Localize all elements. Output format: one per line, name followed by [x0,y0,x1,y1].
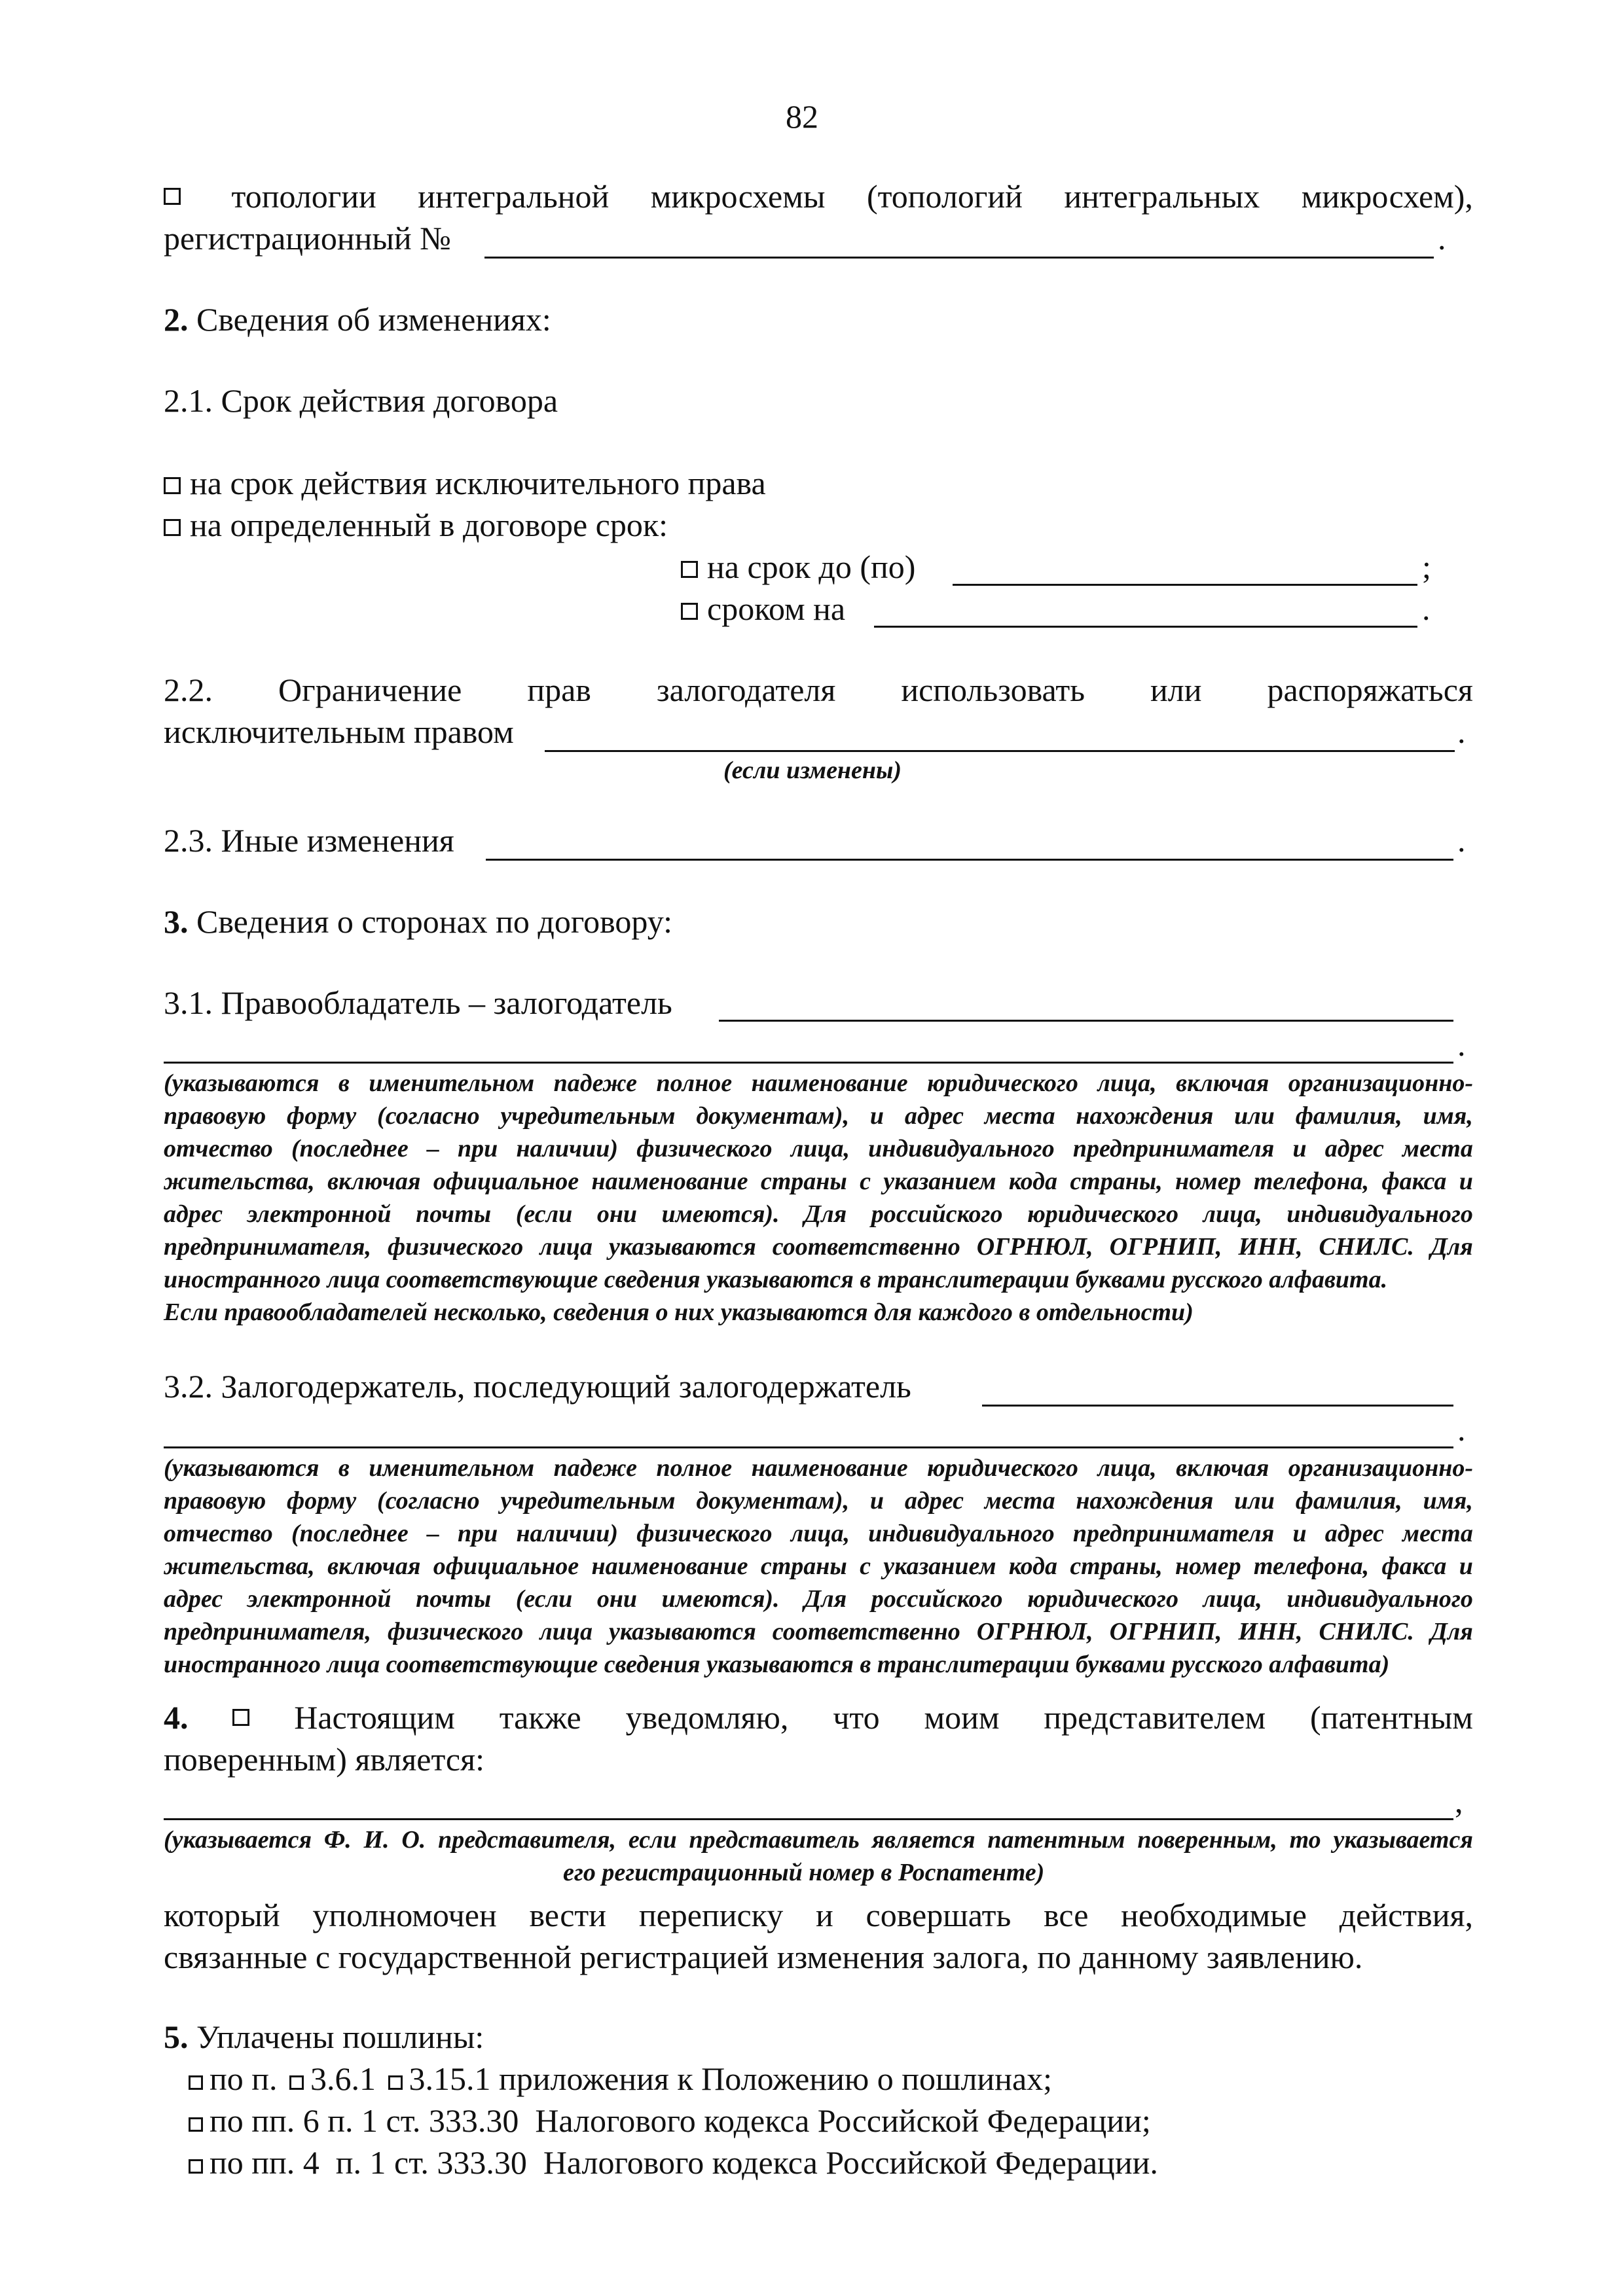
authority-word: вести [529,1897,607,1933]
section-3-heading [164,902,672,941]
note-word: предпринимателя, [164,1233,371,1261]
restriction-line-1 [164,670,1473,709]
period: . [1422,590,1431,627]
note-word: именительном [369,1454,535,1482]
note-word: лица [539,1618,593,1645]
period: . [1457,822,1466,859]
holder-note-line [164,1067,1473,1100]
note-word: ОГРНИП, [1109,1233,1222,1261]
note-word: страны [760,1168,847,1195]
registration-number-field[interactable] [484,257,1434,259]
note-word: факса [1381,1552,1447,1580]
holder-note-line [164,1198,1473,1230]
term-option-exclusive-label: на срок действия исключительного права [190,465,766,501]
note-word: наличии) [516,1135,619,1162]
holder-field-1[interactable] [719,1020,1453,1022]
term-until-field[interactable] [953,584,1417,586]
authority-word: уполномочен [312,1897,497,1933]
note-word: – [426,1520,439,1547]
note-word: при [458,1135,498,1162]
pledgee-note-line: иностранного лица соответствующие сведения указываются в транслитерации буквами русского алфавита) [164,1651,1390,1678]
restriction-note: (если изменены) [723,757,902,784]
representative-word: (патентным [1310,1699,1473,1736]
note-word: (указываются [164,1454,319,1482]
note-word: правовую [164,1487,266,1515]
section-4-number: 4. [164,1699,189,1736]
note-word: юридического [1027,1585,1178,1613]
note-word: Для [1430,1233,1473,1261]
note-word: номер [1175,1168,1241,1195]
note-word: представитель [689,1826,860,1854]
note-word: (последнее [291,1520,409,1547]
representative-note-line-2: его регистрационный номер в Роспатенте) [563,1859,1045,1886]
note-word: факса [1381,1168,1447,1195]
note-word: электронной [247,1585,392,1613]
note-word: юридического [927,1454,1078,1482]
representative-word: Настоящим [294,1699,455,1736]
note-word: представителя, [438,1826,617,1854]
pledgee-label: 3.2. Залогодержатель, последующий залогодержатель [164,1368,911,1405]
pledgee-note-line [164,1517,1473,1550]
section-5-title: Уплачены пошлины: [196,2018,484,2055]
note-word: является [871,1826,976,1854]
fee-item-2 [189,2101,1151,2140]
note-word: официальное [433,1168,579,1195]
checkbox-term-until[interactable] [681,561,698,578]
note-word: включая [327,1552,421,1580]
note-word: лица, [1097,1069,1157,1097]
pledgee-note-line [164,1583,1473,1615]
holder-note-line [164,1100,1473,1132]
note-word: указанием [883,1168,996,1195]
note-word: при [458,1520,498,1547]
authority-word: действия, [1339,1897,1473,1933]
checkbox-fee-1[interactable] [189,2075,203,2090]
note-word: поверенным, [1137,1826,1277,1854]
note-word: места [1402,1520,1473,1547]
fee-item-3-label: по пп. 4 п. 1 ст. 333.30 Налогового кодекса Российской Федерации. [210,2144,1158,2181]
other-changes-label: 2.3. Иные изменения [164,822,454,859]
fee-item-3 [189,2143,1158,2182]
note-word: имя, [1423,1487,1473,1515]
note-word: наименование [591,1168,748,1195]
note-word: в [338,1454,350,1482]
note-word: российского [871,1585,1003,1613]
section-3-title: Сведения о сторонах по договору: [196,903,672,940]
note-word: и [869,1102,884,1130]
note-word: предпринимателя, [164,1618,371,1645]
note-word: ОГРНИП, [1109,1618,1222,1645]
authority-line-2: связанные с государственной регистрацией изменения залога, по данному заявлению. [164,1939,1363,1975]
note-word: включая [1176,1454,1269,1482]
note-word: О. [401,1826,426,1854]
term-sub-for [681,589,845,628]
note-word: именительном [369,1069,535,1097]
representative-word: также [499,1699,581,1736]
note-word: они [596,1585,638,1613]
section-5-heading [164,2017,484,2056]
note-word: лица, [1203,1585,1262,1613]
note-word: учредительным [500,1487,676,1515]
authority-word: который [164,1897,280,1933]
note-word: если [628,1826,677,1854]
note-word: адрес [1324,1135,1384,1162]
note-word: форму [287,1487,357,1515]
term-heading: 2.1. Срок действия договора [164,382,558,419]
note-word: адрес [904,1102,964,1130]
note-word: места [1402,1135,1473,1162]
note-word: кода [1008,1168,1057,1195]
note-word: с [860,1552,871,1580]
note-word: российского [871,1200,1003,1228]
note-word: и [1292,1135,1307,1162]
term-sub-until [681,547,915,586]
term-option-exclusive [164,463,766,503]
note-word: полное [656,1454,733,1482]
note-word: патентным [987,1826,1125,1854]
term-sub-until-label: на срок до (по) [707,548,916,585]
note-word: ИНН, [1238,1618,1303,1645]
note-word: и [869,1487,884,1515]
note-word: соответственно [772,1618,960,1645]
holder-note-line: Если правообладателей несколько, сведения о них указываются для каждого в отдельности) [164,1299,1194,1326]
note-word: полное [656,1069,733,1097]
note-word: почты [416,1585,492,1613]
note-word: наименование [751,1069,908,1097]
note-word: имя, [1423,1102,1473,1130]
checkbox-fee-1-b[interactable] [388,2075,403,2090]
holder-note-line [164,1230,1473,1263]
holder-note-line [164,1132,1473,1165]
note-word: электронной [247,1200,392,1228]
pledgee-note-line [164,1484,1473,1517]
section-2-title: Сведения об изменениях: [196,301,551,338]
note-word: Для [804,1200,847,1228]
pledgee-note-line [164,1452,1473,1484]
note-word: жительства, [164,1168,315,1195]
note-word: отчество [164,1520,273,1547]
note-word: наличии) [516,1520,619,1547]
fee-item-1-a: 3.6.1 [310,2060,376,2097]
note-word: (согласно [377,1102,480,1130]
note-word: указываются [609,1233,756,1261]
note-word: Ф. [323,1826,352,1854]
note-word: и [1292,1520,1307,1547]
note-word: адрес [1324,1520,1384,1547]
note-word: лица, [790,1520,850,1547]
representative-field[interactable] [164,1818,1453,1820]
note-word: (если [515,1585,573,1613]
note-word: (указываются [164,1069,319,1097]
note-word: индивидуального [1286,1585,1473,1613]
note-word: документам), [696,1487,850,1515]
note-word: нахождения [1076,1487,1214,1515]
holder-note-line: иностранного лица соответствующие сведения указываются в транслитерации буквами русского алфавита. [164,1266,1388,1293]
note-word: места [984,1102,1055,1130]
section-2-number: 2. [164,301,189,338]
section-2-heading [164,300,551,339]
topology-word: интегральных [1064,178,1260,215]
authority-word: все [1044,1897,1089,1933]
fee-item-1-b: 3.15.1 приложения к Положению о пошлинах; [409,2060,1053,2097]
note-word: СНИЛС. [1319,1233,1414,1261]
term-option-defined [164,505,668,545]
note-word: страны, [1070,1168,1163,1195]
checkbox-term-defined[interactable] [164,519,181,536]
note-word: (последнее [291,1135,409,1162]
restriction-word: прав [527,672,591,708]
authority-word: и [816,1897,833,1933]
note-word: форму [287,1102,357,1130]
note-word: номер [1175,1552,1241,1580]
note-word: и [1459,1168,1473,1195]
note-word: предпринимателя [1072,1135,1275,1162]
note-word: адрес [164,1200,223,1228]
period: . [1438,220,1446,257]
topology-word: микросхем), [1301,178,1473,215]
note-word: индивидуального [868,1520,1055,1547]
note-word: телефона, [1253,1552,1370,1580]
note-word: и [1459,1552,1473,1580]
note-word: нахождения [1076,1102,1214,1130]
note-word: фамилия, [1295,1487,1402,1515]
note-word: имеются). [661,1585,780,1613]
note-word: лица, [790,1135,850,1162]
representative-note-line-1 [164,1823,1473,1856]
note-word: имеются). [661,1200,780,1228]
pledgee-note-line [164,1550,1473,1583]
representative-line-2: поверенным) является: [164,1741,484,1778]
note-word: физического [636,1135,773,1162]
section-3-number: 3. [164,903,189,940]
checkbox-fee-3[interactable] [189,2159,203,2174]
topology-word: микросхемы [650,178,826,215]
representative-word: уведомляю, [625,1699,789,1736]
representative-word: представителем [1044,1699,1266,1736]
note-word: лица, [1203,1200,1262,1228]
note-word: физического [387,1233,524,1261]
note-word: адрес [164,1585,223,1613]
authority-word: переписку [638,1897,784,1933]
note-word: они [596,1200,638,1228]
note-word: лица [539,1233,593,1261]
note-word: с [860,1168,871,1195]
note-word: юридического [1027,1200,1178,1228]
holder-label: 3.1. Правообладатель – залогодатель [164,984,672,1021]
holder-field-2[interactable] [164,1062,1453,1064]
topology-word: интегральной [418,178,610,215]
note-word: СНИЛС. [1319,1618,1414,1645]
restriction-word: залогодателя [656,672,836,708]
note-word: наименование [751,1454,908,1482]
pledgee-note-line [164,1615,1473,1648]
note-word: указываются [609,1618,756,1645]
note-word: – [426,1135,439,1162]
authority-word: совершать [866,1897,1012,1933]
note-word: жительства, [164,1552,315,1580]
checkbox-topology[interactable] [164,188,181,205]
note-word: указывается [1333,1826,1473,1854]
note-word: фамилия, [1295,1102,1402,1130]
note-word: места [984,1487,1055,1515]
note-word: предпринимателя [1072,1520,1275,1547]
note-word: в [338,1069,350,1097]
note-word: Для [804,1585,847,1613]
representative-word: что [833,1699,880,1736]
note-word: соответственно [772,1233,960,1261]
note-word: правовую [164,1102,266,1130]
period: . [1457,1411,1466,1448]
restriction-word: Ограничение [278,672,462,708]
representative-word: моим [924,1699,1000,1736]
checkbox-term-for[interactable] [681,603,698,620]
note-word: (указывается [164,1826,312,1854]
note-word: учредительным [500,1102,676,1130]
note-word: или [1234,1102,1275,1130]
note-word: телефона, [1253,1168,1370,1195]
fee-item-1 [189,2059,1052,2098]
holder-note-line [164,1165,1473,1198]
restriction-line-2: исключительным правом [164,713,514,750]
restriction-word: 2.2. [164,672,213,708]
section-5-number: 5. [164,2018,189,2055]
topology-word: топологии [231,178,376,215]
restriction-word: или [1150,672,1202,708]
topology-word: (топологий [866,178,1023,215]
representative-line-1 [164,1698,1473,1737]
note-word: падеже [553,1069,638,1097]
semicolon: ; [1422,548,1431,585]
note-word: ОГРНЮЛ, [976,1618,1093,1645]
term-option-defined-label: на определенный в договоре срок: [190,507,668,543]
term-for-field[interactable] [874,626,1417,628]
restriction-word: распоряжаться [1267,672,1473,708]
note-word: адрес [904,1487,964,1515]
note-word: кода [1008,1552,1057,1580]
note-word: указанием [883,1552,996,1580]
note-word: падеже [553,1454,638,1482]
note-word: документам), [696,1102,850,1130]
checkbox-representative[interactable] [232,1709,249,1726]
note-word: организационно- [1288,1069,1473,1097]
note-word: наименование [591,1552,748,1580]
checkbox-term-exclusive[interactable] [164,477,181,494]
note-word: индивидуального [868,1135,1055,1162]
note-word: страны [760,1552,847,1580]
note-word: почты [416,1200,492,1228]
authority-word: необходимые [1121,1897,1307,1933]
page-number: 82 [786,98,818,135]
note-word: официальное [433,1552,579,1580]
restriction-word: использовать [901,672,1085,708]
authority-line-1 [164,1895,1473,1935]
other-changes-field[interactable] [486,859,1453,861]
fee-item-2-label: по пп. 6 п. 1 ст. 333.30 Налогового кодекса Российской Федерации; [210,2102,1151,2139]
note-word: то [1289,1826,1321,1854]
term-sub-for-label: сроком на [707,590,846,627]
period: . [1457,713,1466,750]
topology-line-1 [164,177,1473,216]
note-word: организационно- [1288,1454,1473,1482]
checkbox-fee-2[interactable] [189,2117,203,2132]
period: . [1457,1026,1466,1063]
comma: , [1455,1783,1463,1820]
note-word: И. [363,1826,390,1854]
note-word: страны, [1070,1552,1163,1580]
pledgee-field-1[interactable] [982,1405,1453,1407]
note-word: Для [1430,1618,1473,1645]
fee-item-1-prefix: по п. [210,2060,278,2097]
note-word: юридического [927,1069,1078,1097]
note-word: (согласно [377,1487,480,1515]
note-word: отчество [164,1135,273,1162]
note-word: индивидуального [1286,1200,1473,1228]
restriction-field[interactable] [545,750,1455,752]
note-word: включая [1176,1069,1269,1097]
note-word: или [1234,1487,1275,1515]
note-word: ИНН, [1238,1233,1303,1261]
note-word: физического [387,1618,524,1645]
registration-number-label: регистрационный № [164,220,451,257]
note-word: лица, [1097,1454,1157,1482]
note-word: ОГРНЮЛ, [976,1233,1093,1261]
note-word: физического [636,1520,773,1547]
note-word: (если [515,1200,573,1228]
checkbox-fee-1-a[interactable] [289,2075,304,2090]
note-word: включая [327,1168,421,1195]
pledgee-field-2[interactable] [164,1446,1453,1448]
